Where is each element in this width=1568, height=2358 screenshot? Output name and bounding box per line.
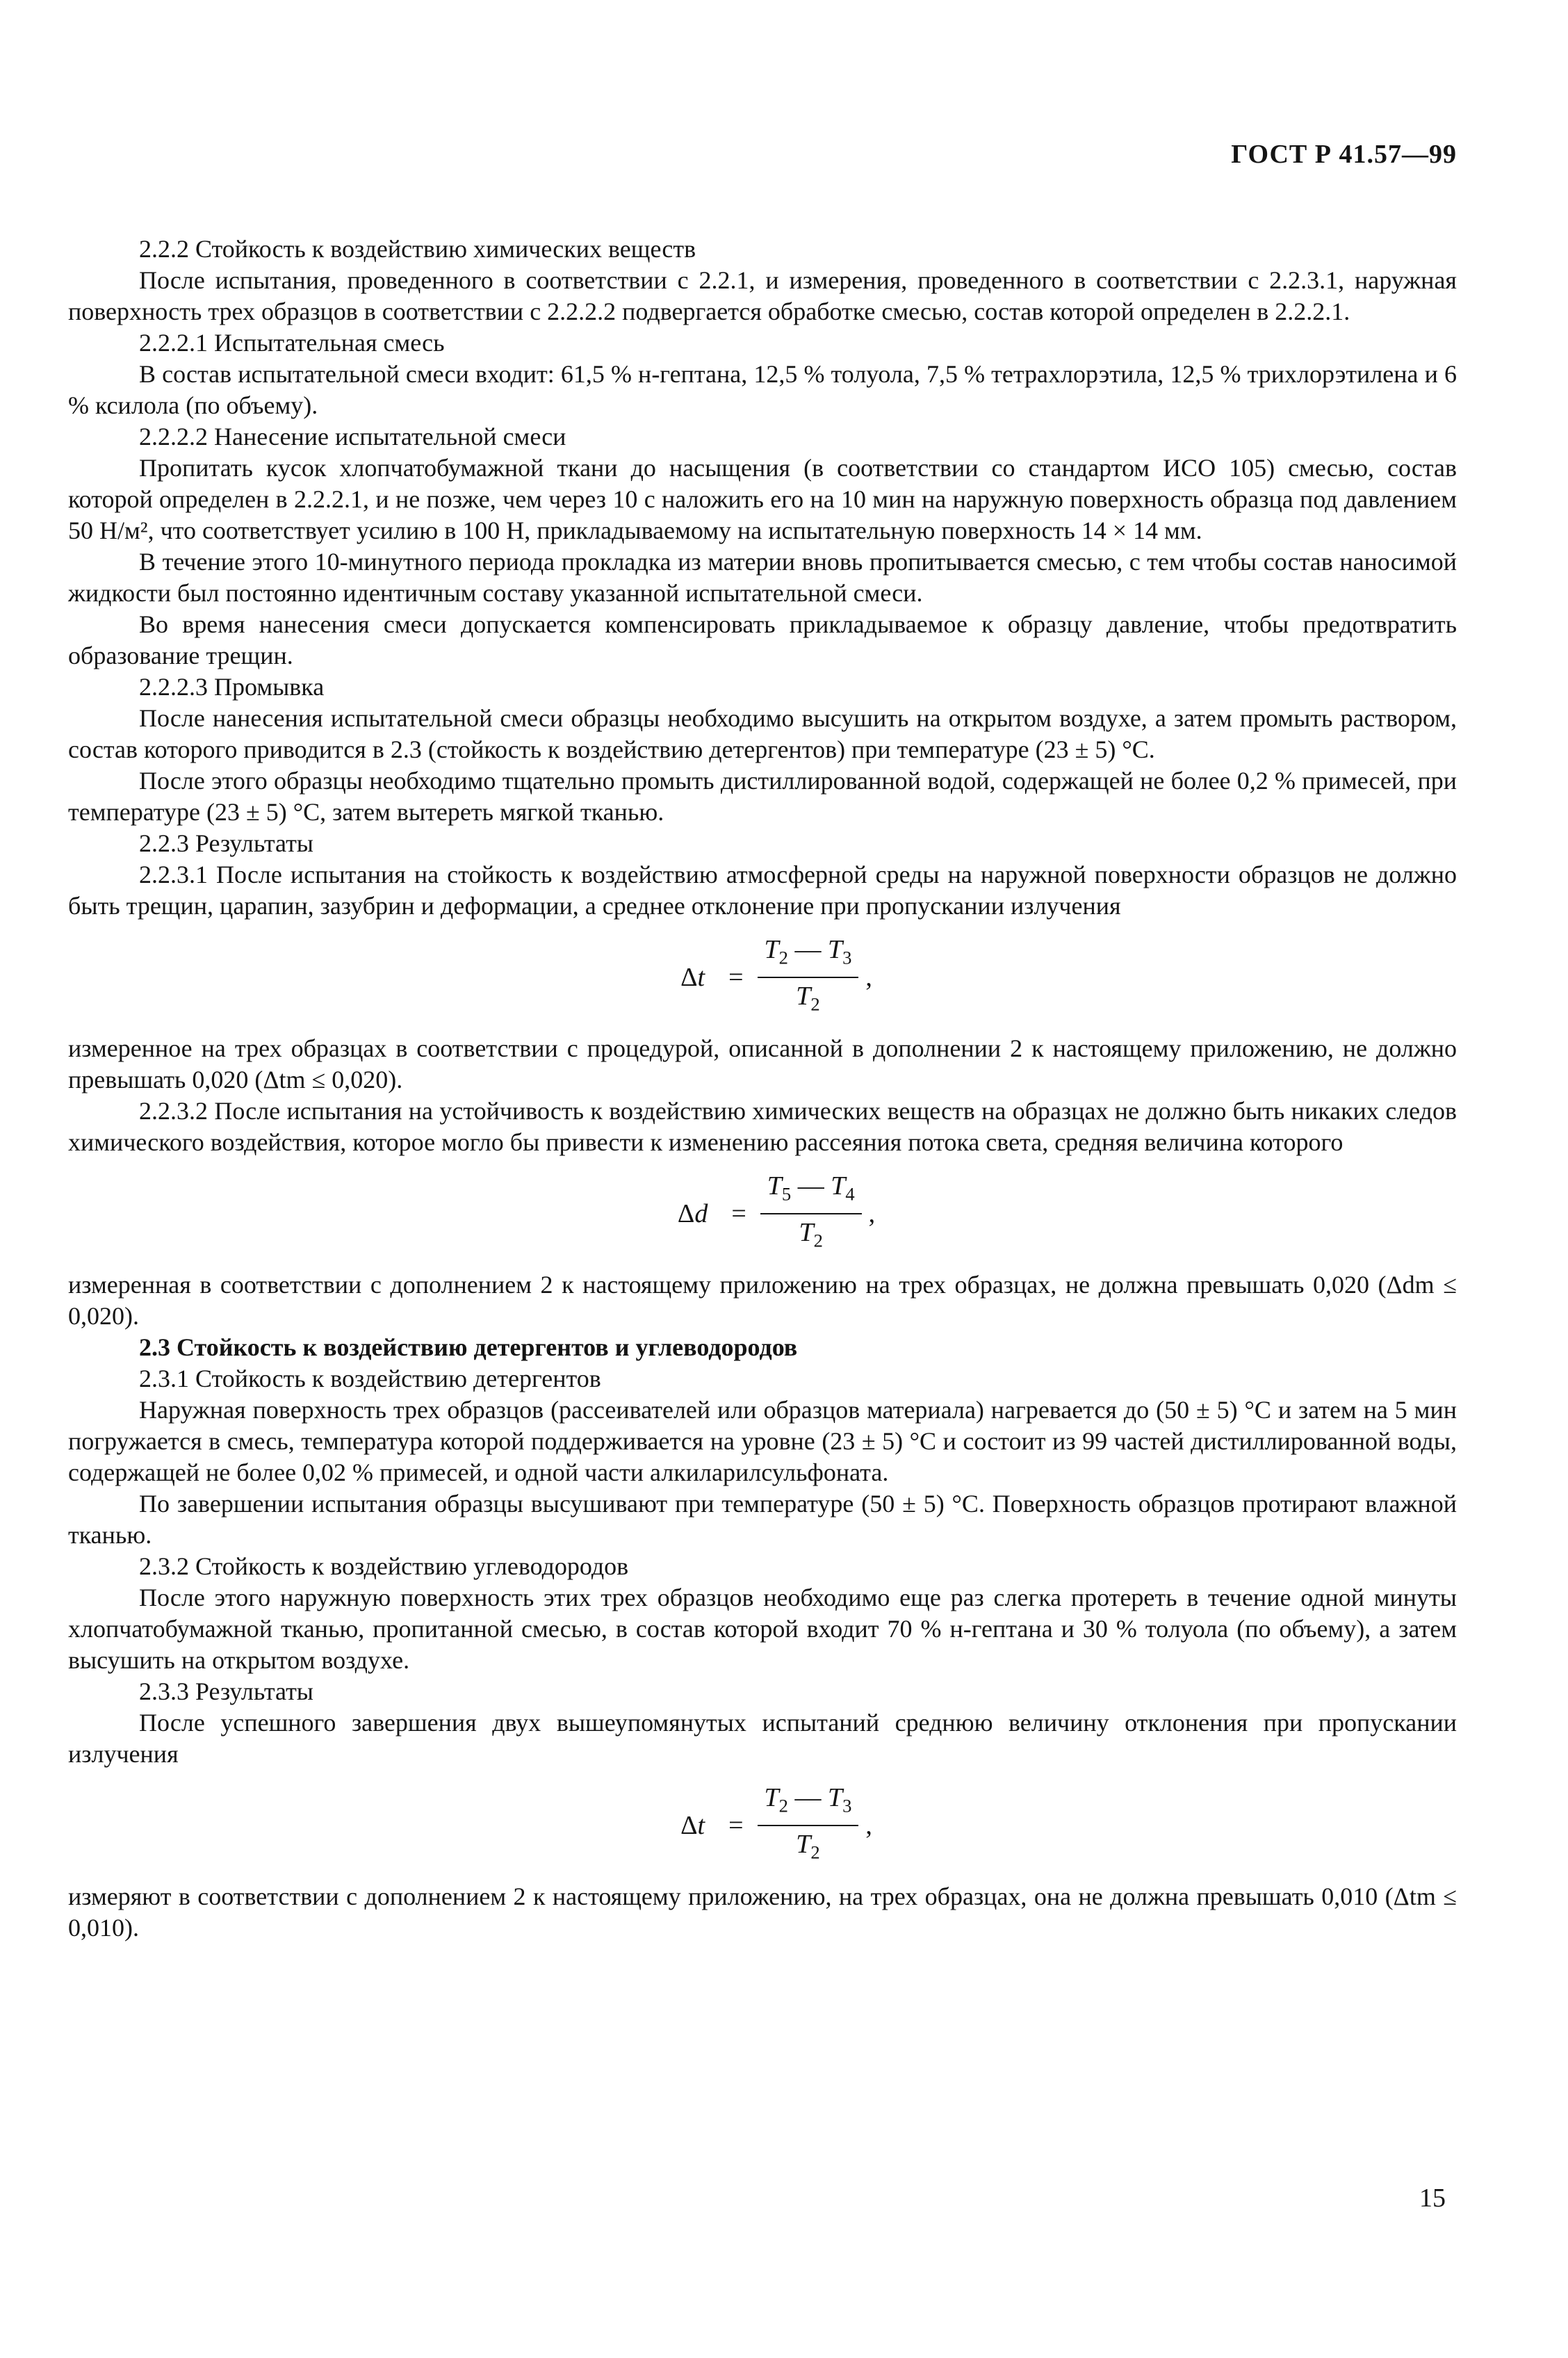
formula-denominator: $T_2$ <box>796 1830 820 1863</box>
formula-delta-d: Δd = $\frac{T_5 — T_4}{T_2}$ , <box>68 1158 1457 1269</box>
paragraph: После этого образцы необходимо тщательно промыть дистиллированной водой, содержащей не более 0,2 % примесей, при температуре (23 ± 5) °С, затем вытереть мягкой тканью. <box>68 767 1457 826</box>
section-heading: 2.2.2.3 Промывка <box>139 673 325 701</box>
formula-delta-t: Δt = $\frac{T_2 — T_3}{T_2}$ , <box>68 922 1457 1033</box>
paragraph: Пропитать кусок хлопчатобумажной ткани до насыщения (в соответствии со стандартом ИСО 105) смесью, состав которой определен в 2.2.2.1, и не позже, чем через 10 с наложить его на 10 мин на наружную поверхность образца под давлением 50 Н/м², что соответствует усилию в 100 Н, прикладываемому на испытательную поверхность 14 × 14 мм. <box>68 454 1457 544</box>
paragraph: После успешного завершения двух вышеупомянутых испытаний среднюю величину отклонения при пропускании излучения <box>68 1709 1457 1768</box>
formula-numerator: $T_2$ — $T_3$ <box>758 934 859 978</box>
section-heading: 2.3.3 Результаты <box>139 1677 313 1705</box>
paragraph: В течение этого 10-минутного периода прокладка из материи вновь пропитывается смесью, с тем чтобы состав наносимой жидкости был постоянно идентичным составу указанной испытательной смеси. <box>68 548 1457 607</box>
paragraph: 2.2.3.2 После испытания на устойчивость к воздействию химических веществ на образцах не должно быть никаких следов химического воздействия, которое могло бы привести к изменению рассеяния потока света, средняя величина которого <box>68 1097 1457 1156</box>
paragraph: измеренное на трех образцах в соответствии с процедурой, описанной в дополнении 2 к настоящему приложению, не должно превышать 0,020 (Δtm ≤ 0,020). <box>68 1034 1457 1093</box>
formula-lhs: Δd <box>677 1198 708 1228</box>
formula-delta-t-2: Δt = $\frac{T_2 — T_3}{T_2}$ , <box>68 1770 1457 1881</box>
paragraph: В состав испытательной смеси входит: 61,5 % н-гептана, 12,5 % толуола, 7,5 % тетрахлорэтила, 12,5 % трихлорэтилена и 6 % ксилола (по объему). <box>68 360 1457 419</box>
page-number: 15 <box>1419 2184 1446 2213</box>
formula-denominator: $T_2$ <box>796 982 820 1015</box>
paragraph: Наружная поверхность трех образцов (рассеивателей или образцов материала) нагревается до (50 ± 5) °С и затем на 5 мин погружается в смесь, температура которой поддерживается на уровне (23 ± 5) °С и состоит из 99 частей дистиллированной воды, содержащей не более 0,02 % примесей, и одной части алкиларилсульфоната. <box>68 1396 1457 1486</box>
paragraph: После нанесения испытательной смеси образцы необходимо высушить на открытом воздухе, а затем промыть раствором, состав которого приводится в 2.3 (стойкость к воздействию детергентов) при температуре (23 ± 5) °С. <box>68 704 1457 763</box>
formula-denominator: $T_2$ <box>799 1218 823 1251</box>
formula-fraction <box>758 934 859 1020</box>
section-heading: 2.2.2 Стойкость к воздействию химических веществ <box>139 235 696 263</box>
formula-lhs: Δt <box>680 962 705 992</box>
paragraph: измеренная в соответствии с дополнением 2 к настоящему приложению на трех образцах, не должна превышать 0,020 (Δdm ≤ 0,020). <box>68 1271 1457 1330</box>
formula-fraction <box>758 1782 859 1868</box>
section-heading: 2.3.2 Стойкость к воздействию углеводородов <box>139 1552 629 1580</box>
section-heading: 2.2.2.2 Нанесение испытательной смеси <box>139 423 566 450</box>
section-heading: 2.2.2.1 Испытательная смесь <box>139 329 445 357</box>
section-heading: 2.2.3 Результаты <box>139 829 313 857</box>
formula-lhs: Δt <box>680 1810 705 1840</box>
section-heading: 2.3 Стойкость к воздействию детергентов и углеводородов <box>139 1333 798 1361</box>
paragraph: После испытания, проведенного в соответствии с 2.2.1, и измерения, проведенного в соответствии с 2.2.3.1, наружная поверхность трех образцов в соответствии с 2.2.2.2 подвергается обработке смесью, состав которой определен в 2.2.2.1. <box>68 266 1457 325</box>
formula-numerator: $T_5$ — $T_4$ <box>760 1171 862 1214</box>
formula-numerator: $T_2$ — $T_3$ <box>758 1782 859 1826</box>
formula-fraction <box>760 1171 862 1256</box>
paragraph: Во время нанесения смеси допускается компенсировать прикладываемое к образцу давление, чтобы предотвратить образование трещин. <box>68 610 1457 669</box>
section-heading: 2.3.1 Стойкость к воздействию детергентов <box>139 1365 601 1392</box>
paragraph: измеряют в соответствии с дополнением 2 к настоящему приложению, на трех образцах, она не должна превышать 0,010 (Δtm ≤ 0,010). <box>68 1883 1457 1942</box>
document-body <box>68 234 1457 1944</box>
document-header: ГОСТ Р 41.57—99 <box>1231 140 1457 169</box>
paragraph: 2.2.3.1 После испытания на стойкость к воздействию атмосферной среды на наружной поверхности образцов не должно быть трещин, царапин, зазубрин и деформации, а среднее отклонение при пропускании излучения <box>68 861 1457 920</box>
paragraph: По завершении испытания образцы высушивают при температуре (50 ± 5) °С. Поверхность образцов протирают влажной тканью. <box>68 1490 1457 1549</box>
paragraph: После этого наружную поверхность этих трех образцов необходимо еще раз слегка протереть в течение одной минуты хлопчатобумажной тканью, пропитанной смесью, в состав которой входит 70 % н-гептана и 30 % толуола (по объему), а затем высушить на открытом воздухе. <box>68 1584 1457 1674</box>
